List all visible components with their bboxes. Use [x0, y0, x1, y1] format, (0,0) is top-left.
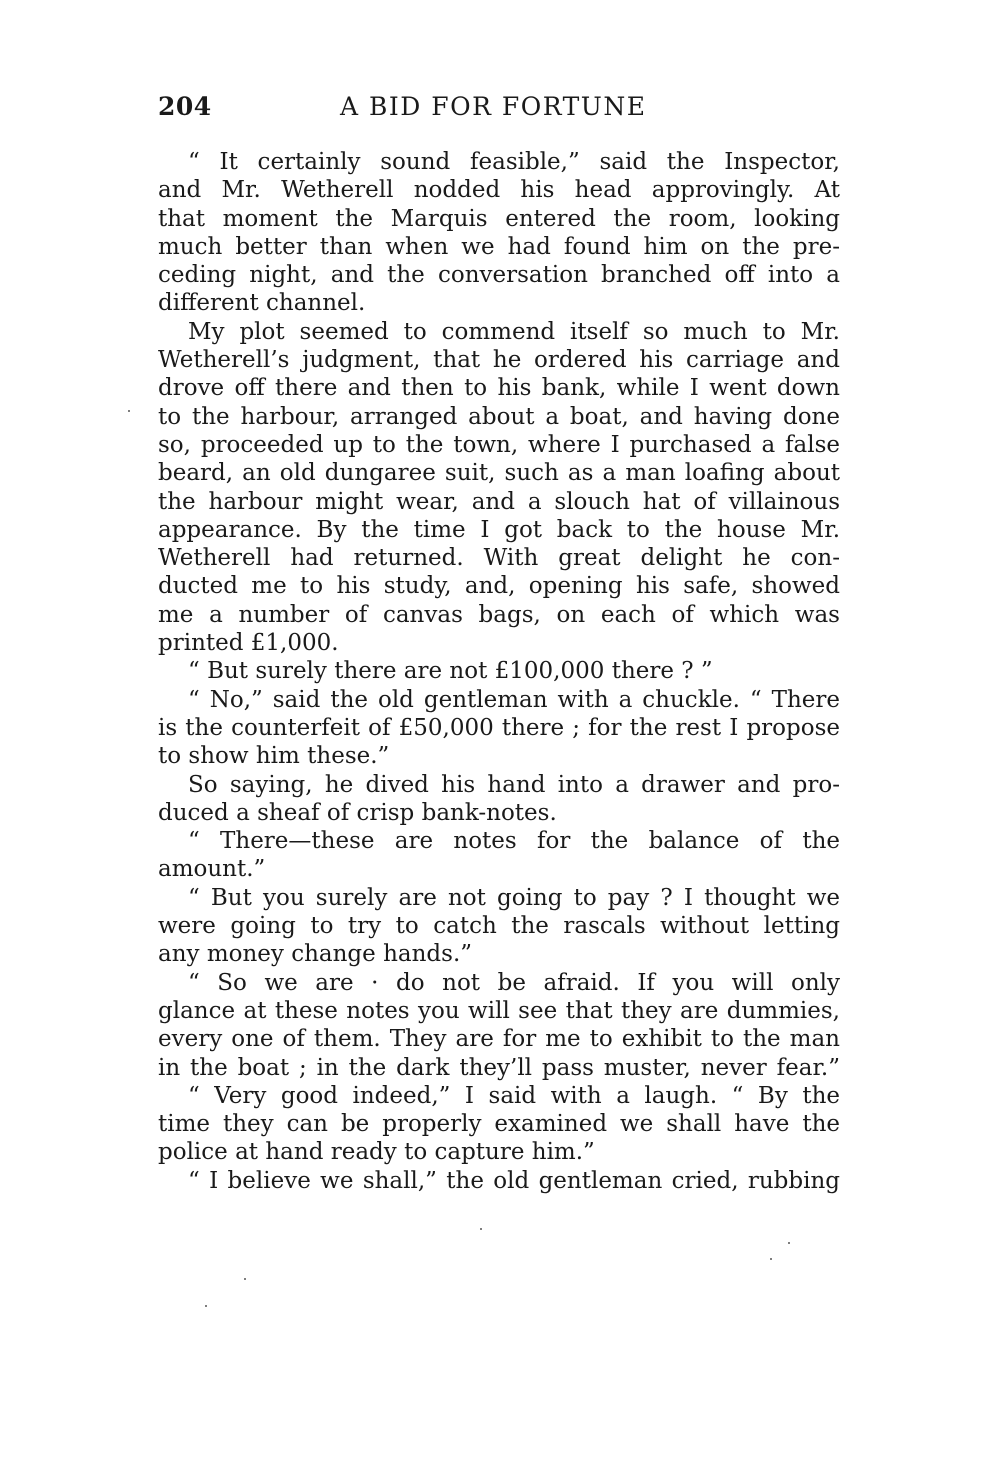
scan-speck — [770, 1258, 772, 1260]
text-line: to show him these.” — [158, 743, 390, 770]
text-line: so, proceeded up to the town, where I purchased a false — [158, 431, 840, 458]
text-line: “ It certainly sound feasible,” said the Inspector, — [188, 149, 840, 175]
text-line: in the boat ; in the dark they’ll pass muster, never fear.” — [158, 1054, 840, 1081]
scan-speck — [244, 1278, 246, 1280]
text-line: “ Very good indeed,” I said with a laugh. “ By the — [188, 1082, 840, 1109]
text-line: “ I believe we shall,” the old gentleman cried, rubbing — [188, 1167, 840, 1194]
text-line: me a number of canvas bags, on each of which was — [158, 601, 840, 628]
text-line: any money change hands.” — [158, 941, 473, 968]
text-line: to the harbour, arranged about a boat, and having done — [158, 403, 840, 430]
page-header — [158, 92, 840, 132]
text-line: ceding night, and the conversation branched off into a — [158, 262, 840, 289]
text-line: were going to try to catch the rascals without letting — [158, 913, 840, 940]
text-line: printed £1,000. — [158, 630, 339, 657]
text-line: Wetherell had returned. With great delight he con- — [158, 545, 840, 572]
running-title: A BID FOR FORTUNE — [340, 92, 647, 121]
text-line: drove off there and then to his bank, while I went down — [158, 375, 840, 402]
text-line: beard, an old dungaree suit, such as a man loafing about — [158, 460, 840, 487]
scan-speck — [205, 1305, 207, 1307]
text-line: every one of them. They are for me to exhibit to the man — [158, 1026, 840, 1053]
text-line: that moment the Marquis entered the room, looking — [158, 205, 840, 232]
text-line: “ So we are · do not be afraid. If you will only — [188, 969, 840, 996]
scan-speck — [788, 1242, 790, 1244]
scan-speck — [480, 1228, 482, 1230]
text-line: appearance. By the time I got back to the house Mr. — [158, 516, 840, 543]
text-line: and Mr. Wetherell nodded his head approvingly. At — [158, 177, 840, 204]
text-line: “ No,” said the old gentleman with a chuckle. “ There — [188, 686, 840, 713]
text-line: “ But surely there are not £100,000 there ? ” — [188, 658, 713, 685]
text-line: Wetherell’s judgment, that he ordered his carriage and — [158, 347, 840, 374]
text-line: glance at these notes you will see that they are dummies, — [158, 997, 840, 1024]
text-line: “ But you surely are not going to pay ? I thought we — [188, 884, 840, 911]
page-number: 204 — [158, 92, 212, 121]
text-line: ducted me to his study, and, opening his safe, showed — [158, 573, 840, 600]
text-line: My plot seemed to commend itself so much to Mr. — [188, 318, 840, 345]
text-line: the harbour might wear, and a slouch hat of villainous — [158, 488, 840, 515]
text-line: time they can be properly examined we shall have the — [158, 1111, 840, 1138]
text-line: different channel. — [158, 290, 366, 317]
text-line: police at hand ready to capture him.” — [158, 1139, 595, 1166]
text-line: amount.” — [158, 856, 266, 883]
text-line: is the counterfeit of £50,000 there ; for the rest I propose — [158, 714, 840, 741]
text-line: So saying, he dived his hand into a drawer and pro- — [188, 771, 840, 798]
text-line: much better than when we had found him on the pre- — [158, 233, 840, 260]
body-text — [158, 148, 840, 1195]
text-line: “ There—these are notes for the balance of the — [188, 828, 840, 855]
text-line: duced a sheaf of crisp bank-notes. — [158, 799, 557, 826]
scan-speck — [128, 410, 130, 412]
